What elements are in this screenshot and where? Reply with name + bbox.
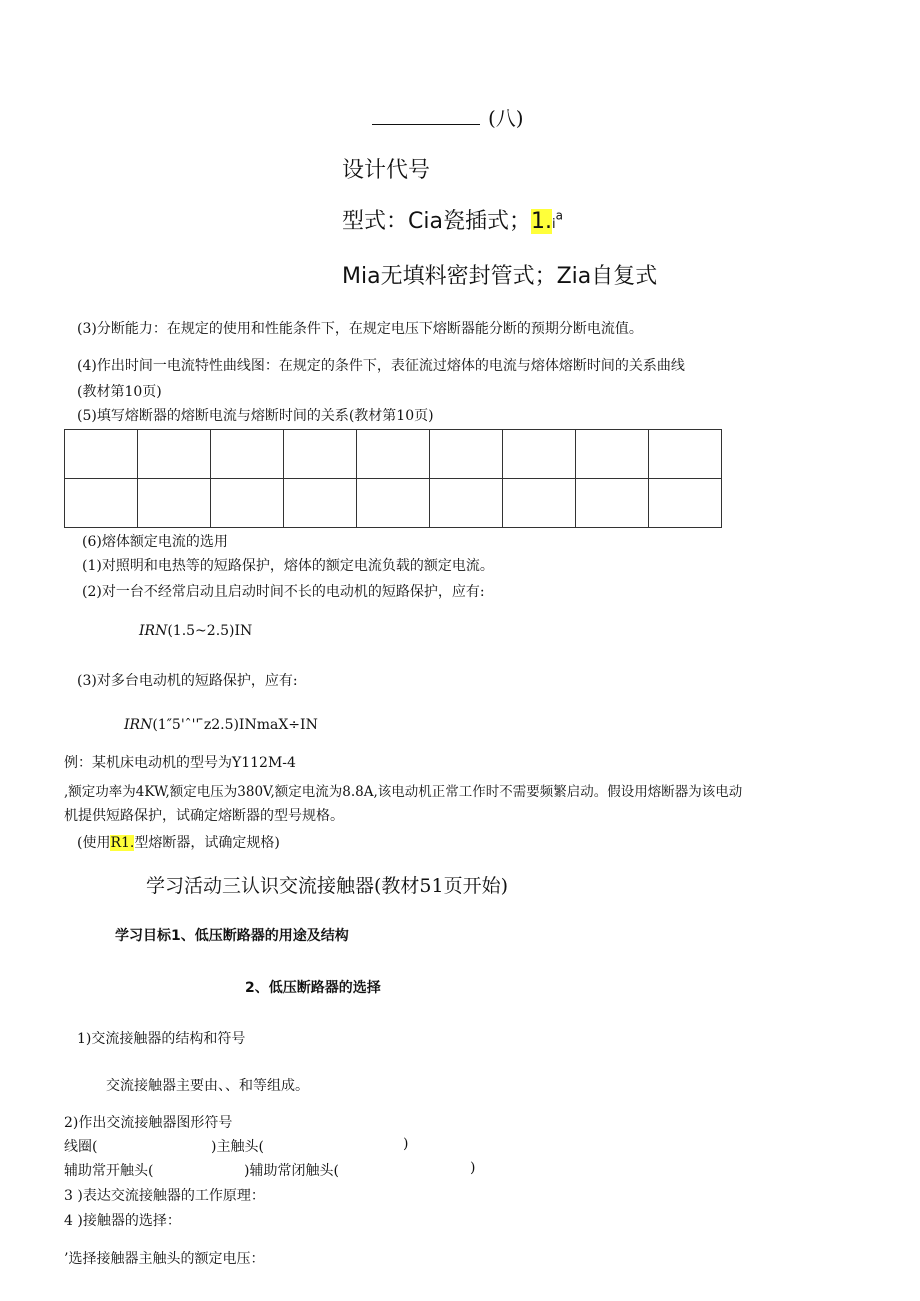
table-cell[interactable] xyxy=(211,430,284,479)
working-principle: 3 )表达交流接触器的工作原理： xyxy=(64,1188,265,1204)
table-cell[interactable] xyxy=(576,430,649,479)
formula-1-var: IRN xyxy=(139,623,168,639)
contactor-selection: 4 )接触器的选择： xyxy=(64,1213,181,1229)
type-line xyxy=(342,204,563,235)
table-cell[interactable] xyxy=(576,479,649,528)
table-cell[interactable] xyxy=(430,479,503,528)
title-line xyxy=(372,102,524,131)
title-blank-line xyxy=(372,106,480,125)
contactor-structure-body: 交流接触器主要由、、和等组成。 xyxy=(106,1078,309,1094)
aux-nc-label: )辅助常闭触头( xyxy=(244,1163,339,1179)
learning-goal-1: 学习目标1、低压断路器的用途及结构 xyxy=(115,928,349,944)
fuse-current-time-table xyxy=(64,429,722,528)
type-line-prefix: 型式：Cia瓷插式； xyxy=(342,209,531,234)
table-cell[interactable] xyxy=(65,479,138,528)
coil-label: 线圈( xyxy=(64,1139,98,1155)
para-fill-table: (5)填写熔断器的熔断电流与熔断时间的关系(教材第10页) xyxy=(77,408,434,424)
type-line-highlight: 1. xyxy=(530,209,552,234)
table-row xyxy=(65,479,722,528)
table-cell[interactable] xyxy=(649,479,722,528)
formula-2 xyxy=(124,717,318,733)
type-line-tail: i xyxy=(551,217,556,232)
selection-item-3: (3)对多台电动机的短路保护，应有: xyxy=(77,673,298,689)
table-cell[interactable] xyxy=(649,430,722,479)
table-cell[interactable] xyxy=(503,479,576,528)
table-row xyxy=(65,430,722,479)
title-suffix: (八) xyxy=(488,106,524,130)
contactor-structure-heading: 1)交流接触器的结构和符号 xyxy=(77,1031,246,1047)
para-breaking-capacity: (3)分断能力：在规定的使用和性能条件下，在规定电压下熔断器能分断的预期分断电流值。 xyxy=(77,321,643,337)
type-line-sup: a xyxy=(555,208,563,223)
table-cell[interactable] xyxy=(430,430,503,479)
table-cell[interactable] xyxy=(357,479,430,528)
example-line-4-prefix: (使用 xyxy=(77,835,111,851)
type-line-2: Mia无填料密封管式；Zia自复式 xyxy=(342,264,658,289)
table-cell[interactable] xyxy=(211,479,284,528)
design-code: 设计代号 xyxy=(342,158,431,183)
example-line-4 xyxy=(77,832,280,852)
aux-nc-close: ) xyxy=(470,1160,476,1176)
formula-1 xyxy=(139,623,252,639)
table-cell[interactable] xyxy=(357,430,430,479)
para-time-current-b: (教材第10页) xyxy=(77,384,162,400)
formula-2-rest: (1″5'ˆ'' ̄z2.5)INmaX÷IN xyxy=(152,717,318,733)
formula-1-rest: (1.5~2.5)IN xyxy=(167,623,253,639)
example-line-3: 机提供短路保护，试确定熔断器的型号规格。 xyxy=(64,808,344,824)
selection-item-1: (1)对照明和电热等的短路保护，熔体的额定电流负载的额定电流。 xyxy=(82,558,494,574)
learning-goal-2: 2、低压断路器的选择 xyxy=(245,980,381,996)
table-cell[interactable] xyxy=(284,479,357,528)
table-cell[interactable] xyxy=(138,479,211,528)
table-cell[interactable] xyxy=(284,430,357,479)
activity-title: 学习活动三认识交流接触器(教材51页开始) xyxy=(146,875,509,897)
example-line-1: 例：某机床电动机的型号为Y112M-4 xyxy=(64,755,296,771)
table-cell[interactable] xyxy=(503,430,576,479)
formula-2-var: IRN xyxy=(124,717,153,733)
example-line-4-highlight: R1. xyxy=(110,835,135,851)
main-contact-label: )主触头( xyxy=(211,1139,264,1155)
table-cell[interactable] xyxy=(138,430,211,479)
aux-no-label: 辅助常开触头( xyxy=(64,1163,154,1179)
rated-voltage: ’选择接触器主触头的额定电压： xyxy=(64,1251,265,1267)
selection-title: (6)熔体额定电流的选用 xyxy=(82,534,228,550)
example-line-4-suffix: 型熔断器，试确定规格) xyxy=(134,835,280,851)
table-cell[interactable] xyxy=(65,430,138,479)
selection-item-2: (2)对一台不经常启动且启动时间不长的电动机的短路保护，应有: xyxy=(82,584,485,600)
contactor-symbol-heading: 2)作出交流接触器图形符号 xyxy=(64,1115,233,1131)
example-line-2: ,额定功率为4KW,额定电压为380V,额定电流为8.8A,该电动机正常工作时不需要频繁启动。假设用熔断器为该电动 xyxy=(64,784,743,800)
para-time-current-a: (4)作出时间一电流特性曲线图：在规定的条件下，表征流过熔体的电流与熔体熔断时间的关系曲线 xyxy=(77,358,685,374)
main-contact-close: ) xyxy=(403,1136,409,1152)
